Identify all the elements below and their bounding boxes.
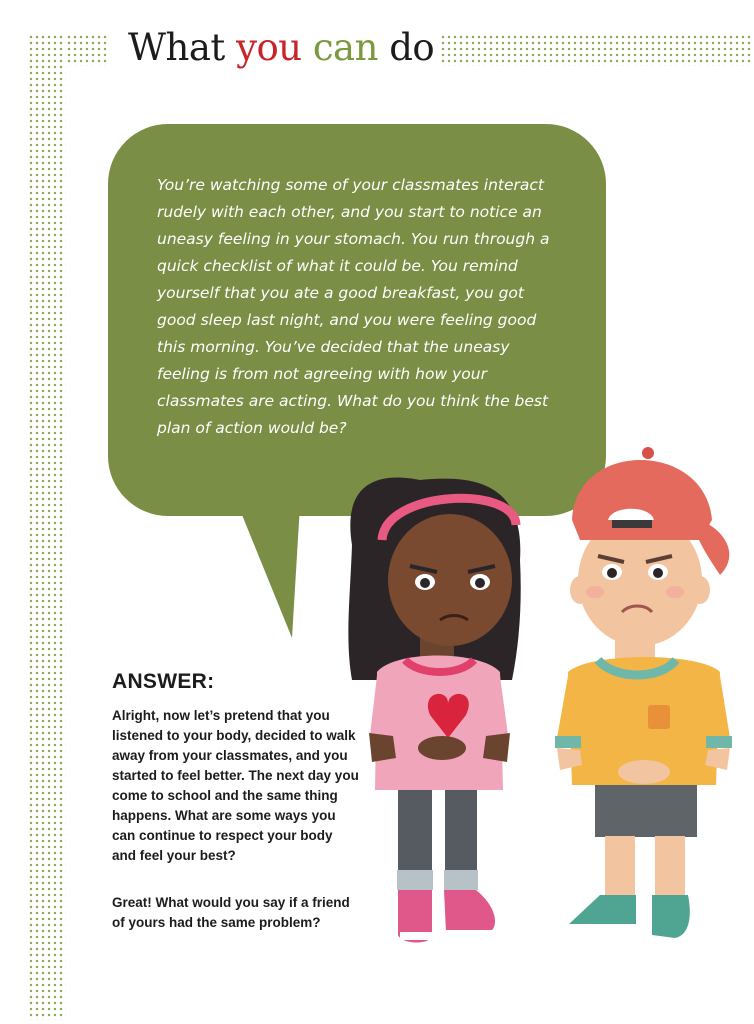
scenario-text: You’re watching some of your classmates interact rudely with each other, and you start to notice an uneasy feeling in your stomach. You run through a quick checklist of what it could be. You remind yourself that you ate a good breakfast, you got good sleep last night, and you were feeling good this morning. You’ve decided that the uneasy feeling is from not agreeing with how your classmates are acting. What do you think the best plan of action would be? (157, 176, 550, 437)
answer-body-text: Alright, now let’s pretend that you listened to your body, decided to walk away from your classmates, and you started to feel better. The next day you come to school and the same thing happens. What are some ways you can continue to respect your body and feel your best? (112, 708, 359, 863)
title-can: can (301, 26, 378, 69)
answer-heading: ANSWER: (112, 670, 215, 693)
title-what: What (128, 26, 237, 69)
title-you: you (236, 26, 302, 69)
boy-figure (555, 447, 732, 938)
title-do: do (377, 26, 435, 69)
girl-figure (348, 478, 520, 943)
followup-question: Great! What would you say if a friend of yours had the same problem? (112, 895, 350, 930)
